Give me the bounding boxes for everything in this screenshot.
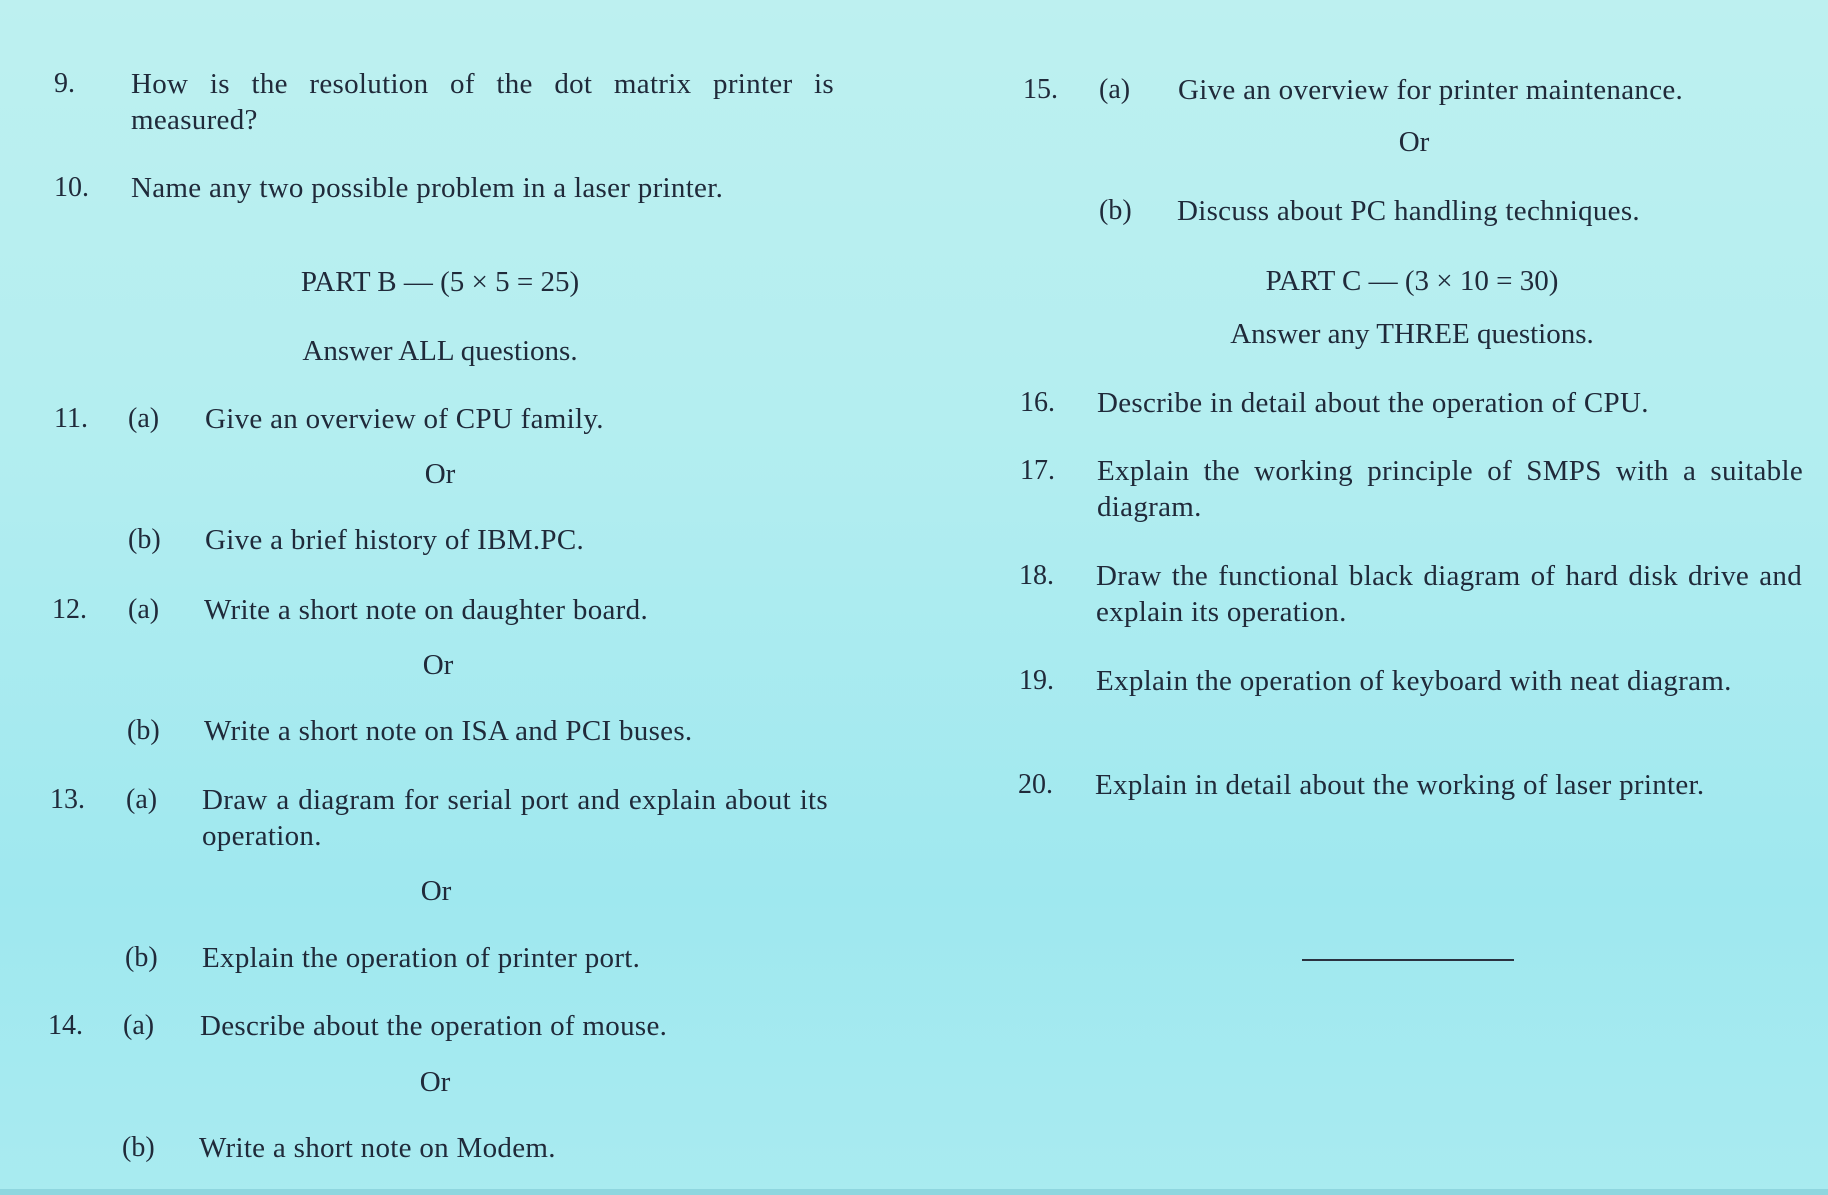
question-11-b-text: Give a brief history of IBM.PC. (205, 524, 585, 556)
question-20-number: 20. (1018, 769, 1053, 800)
question-14-b-label: (b) (122, 1132, 155, 1163)
part-b-instruction: Answer ALL questions. (302, 335, 578, 367)
question-17-number: 17. (1020, 455, 1055, 486)
end-rule (1302, 959, 1514, 961)
question-16-text: Describe in detail about the operation of CPU. (1097, 387, 1649, 419)
question-9-text: How is the resolution of the dot matrix printer is measured? (131, 68, 834, 136)
question-12-or: Or (422, 649, 454, 681)
part-c-heading: PART C — (3 × 10 = 30) (1265, 265, 1559, 297)
question-15-a-text: Give an overview for printer maintenance. (1178, 74, 1684, 106)
question-15-number: 15. (1023, 74, 1058, 105)
question-12-a-text: Write a short note on daughter board. (204, 594, 648, 626)
question-10-number: 10. (54, 172, 89, 203)
question-13-b-label: (b) (125, 942, 158, 973)
question-11-a-text: Give an overview of CPU family. (205, 403, 604, 435)
question-10-text: Name any two possible problem in a laser printer. (131, 172, 724, 204)
question-19-text: Explain the operation of keyboard with neat diagram. (1096, 665, 1732, 697)
question-11-number: 11. (54, 403, 88, 434)
question-12-number: 12. (52, 594, 87, 625)
question-13-or: Or (420, 875, 452, 907)
question-12-b-text: Write a short note on ISA and PCI buses. (204, 715, 693, 747)
question-14-b-text: Write a short note on Modem. (199, 1132, 556, 1164)
question-13-a-label: (a) (126, 784, 158, 815)
part-c-instruction: Answer any THREE questions. (1230, 318, 1594, 350)
question-11-or: Or (424, 458, 456, 490)
question-9-number: 9. (54, 68, 75, 99)
question-18-text: Draw the functional black diagram of hard disk drive and explain its operation. (1096, 560, 1802, 628)
page-bottom-edge (0, 1189, 1828, 1195)
question-18-number: 18. (1019, 560, 1054, 591)
question-11-b-label: (b) (128, 524, 161, 555)
question-14-or: Or (419, 1066, 451, 1098)
question-15-b-label: (b) (1099, 195, 1132, 226)
question-20-text: Explain in detail about the working of laser printer. (1095, 769, 1705, 801)
part-b-heading: PART B — (5 × 5 = 25) (300, 266, 580, 298)
question-14-a-text: Describe about the operation of mouse. (200, 1010, 668, 1042)
question-19-number: 19. (1019, 665, 1054, 696)
question-15-or: Or (1398, 126, 1430, 158)
question-15-a-label: (a) (1099, 74, 1131, 105)
question-14-a-label: (a) (123, 1010, 155, 1041)
question-16-number: 16. (1020, 387, 1055, 418)
question-11-a-label: (a) (128, 403, 160, 434)
question-14-number: 14. (48, 1010, 83, 1041)
question-13-number: 13. (50, 784, 85, 815)
question-15-b-text: Discuss about PC handling techniques. (1177, 195, 1640, 227)
question-12-b-label: (b) (127, 715, 160, 746)
question-12-a-label: (a) (128, 594, 160, 625)
question-13-a-text: Draw a diagram for serial port and explain about its operation. (202, 784, 828, 852)
question-13-b-text: Explain the operation of printer port. (202, 942, 641, 974)
question-17-text: Explain the working principle of SMPS with a suitable diagram. (1097, 455, 1803, 523)
